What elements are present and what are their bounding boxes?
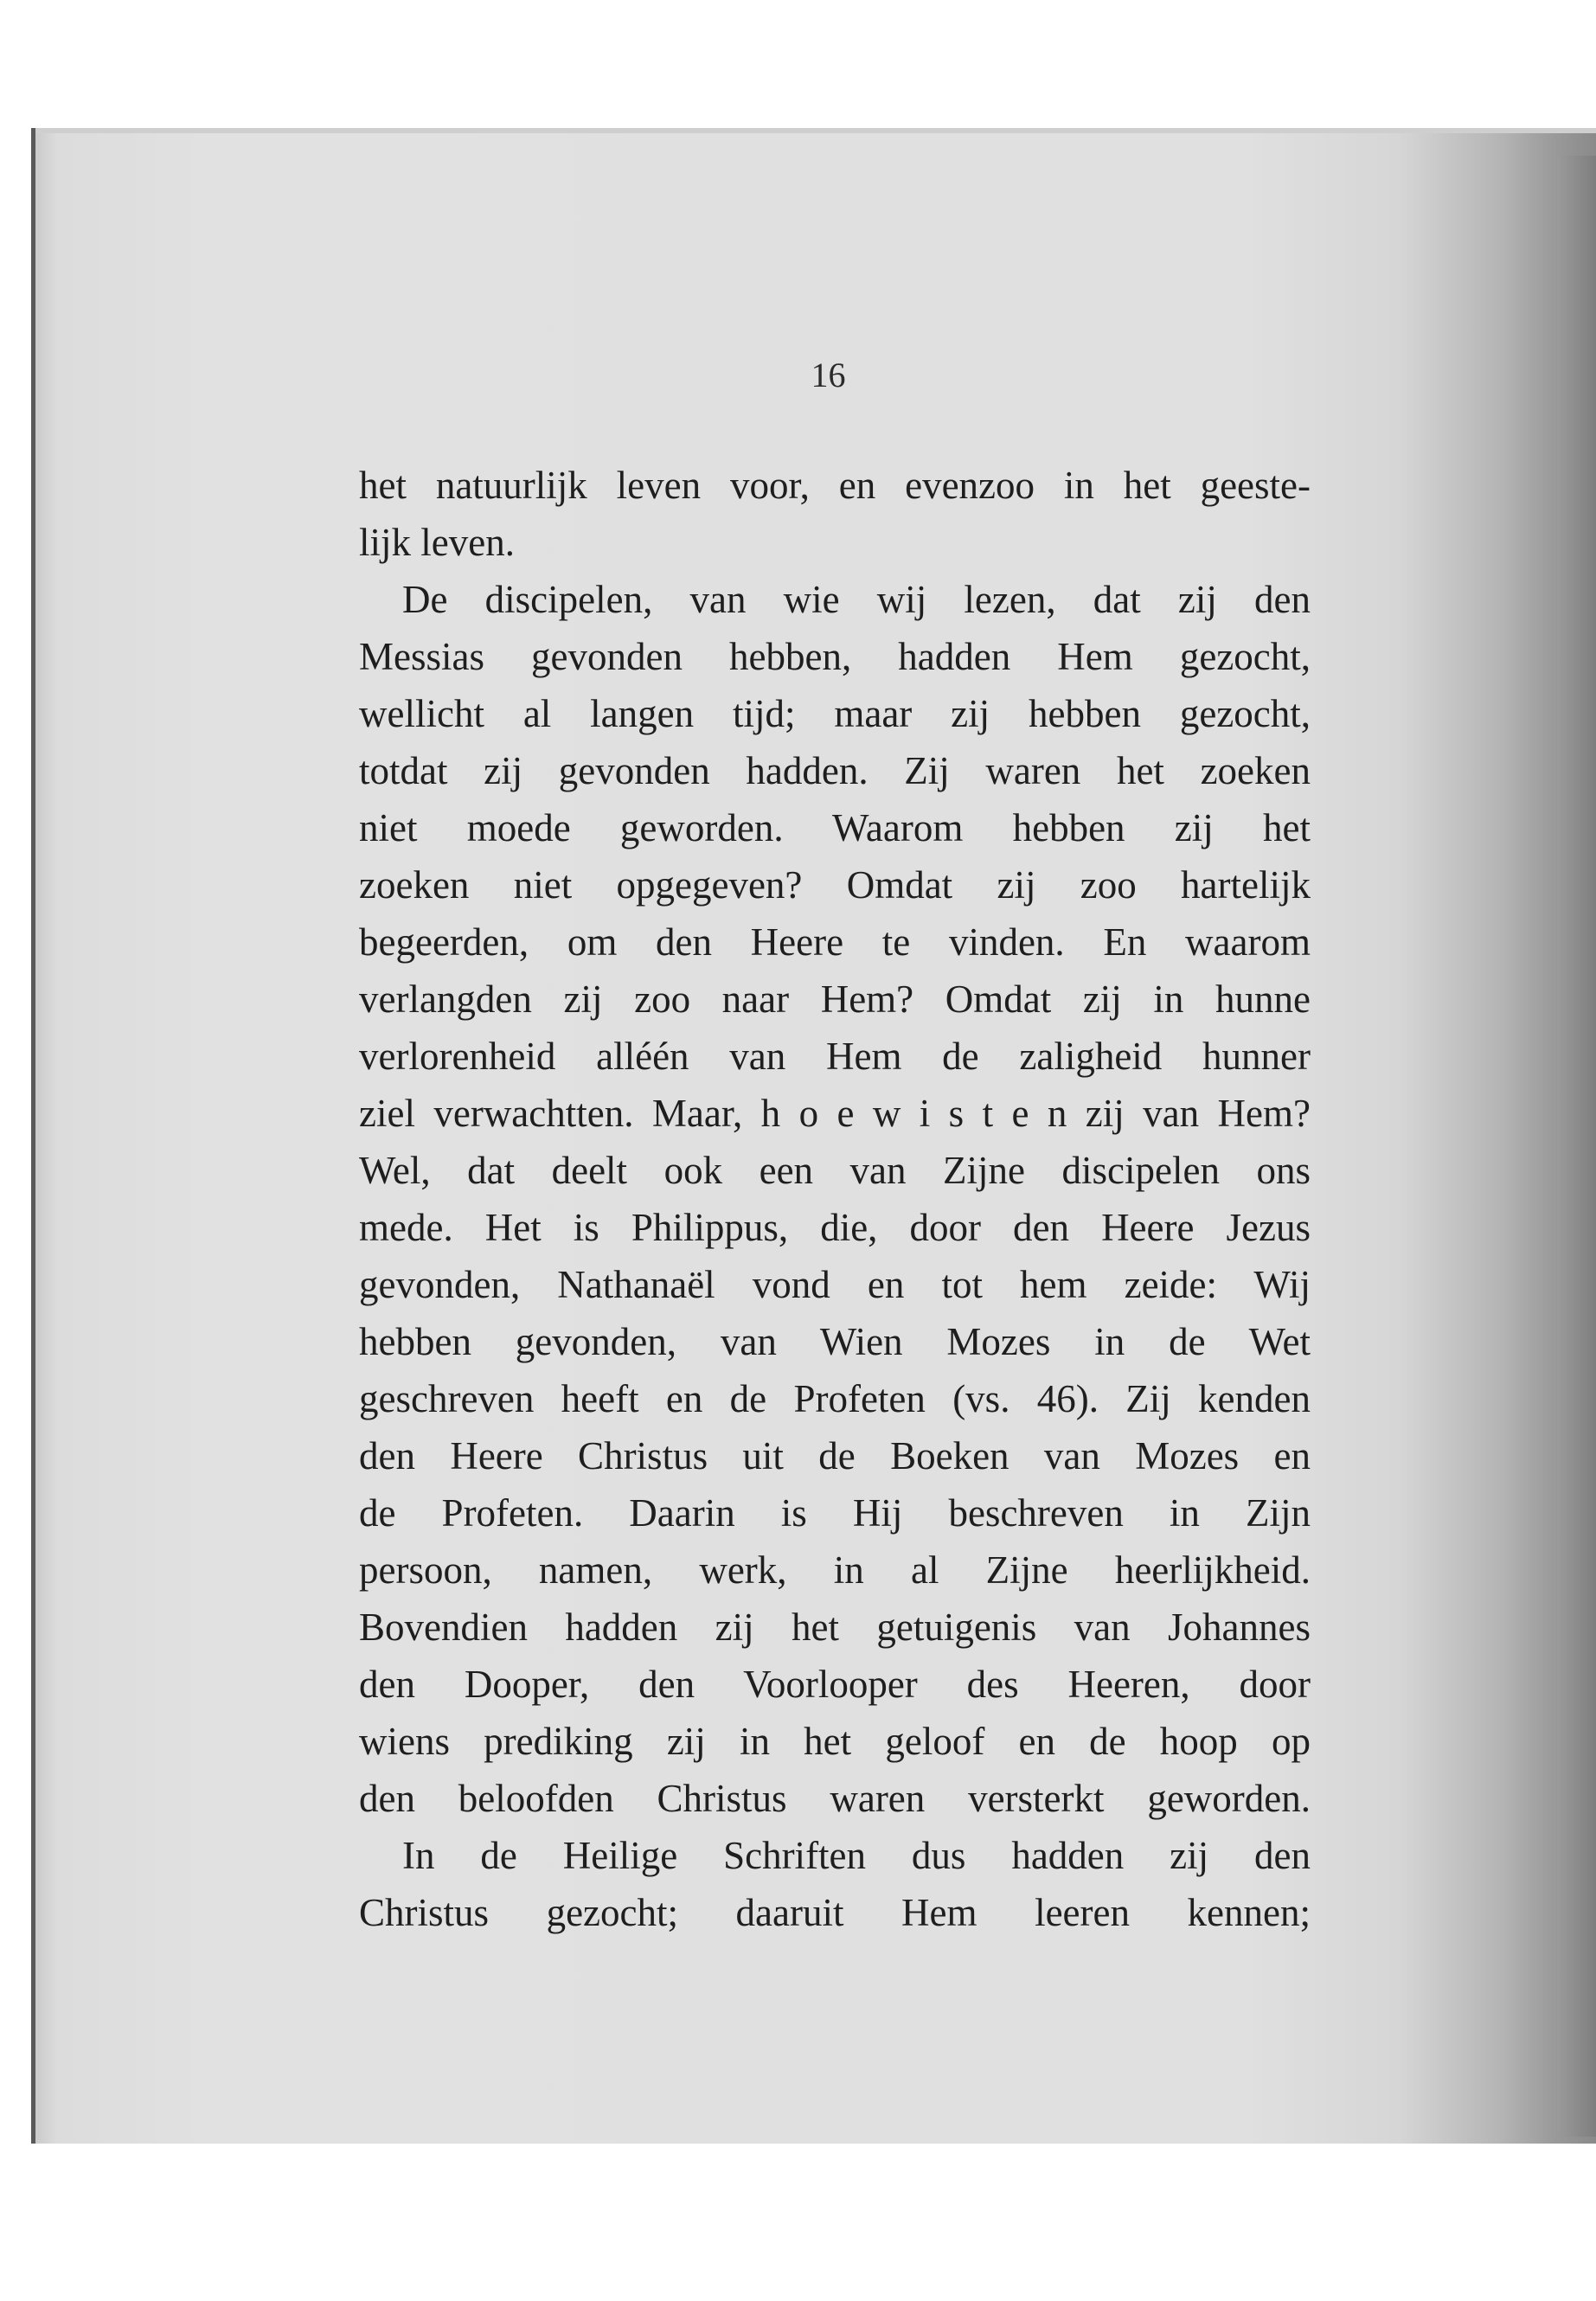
page-number: 16 — [811, 356, 846, 394]
text-line: begeerden, om den Heere te vinden. En waarom — [359, 920, 1311, 964]
text-line: In de Heilige Schriften dus hadden zij den — [402, 1834, 1311, 1877]
text-line: totdat zij gevonden hadden. Zij waren het zoeken — [359, 749, 1311, 792]
text-line: Christus gezocht; daaruit Hem leeren kennen; — [359, 1891, 1311, 1934]
text-line: verlangden zij zoo naar Hem? Omdat zij in hunne — [359, 977, 1311, 1021]
text-line: den beloofden Christus waren versterkt geworden. — [359, 1777, 1311, 1820]
scan-left-edge — [31, 128, 35, 2144]
text-line: wellicht al langen tijd; maar zij hebben gezocht, — [359, 692, 1311, 735]
text-line: De discipelen, van wie wij lezen, dat zij den — [402, 578, 1311, 621]
text-line: ziel verwachtten. Maar, h o e w i s t e n zij van Hem? — [359, 1092, 1311, 1135]
text-line: den Heere Christus uit de Boeken van Mozes en — [359, 1434, 1311, 1477]
binding-shadow — [1557, 156, 1596, 2137]
text-line: hebben gevonden, van Wien Mozes in de Wet — [359, 1320, 1311, 1363]
text-line: zoeken niet opgegeven? Omdat zij zoo hartelijk — [359, 863, 1311, 907]
text-line: Bovendien hadden zij het getuigenis van Johannes — [359, 1606, 1311, 1649]
text-line: niet moede geworden. Waarom hebben zij het — [359, 806, 1311, 849]
text-line: persoon, namen, werk, in al Zijne heerlijkheid. — [359, 1548, 1311, 1592]
text-line: geschreven heeft en de Profeten (vs. 46). Zij kenden — [359, 1377, 1311, 1420]
text-line: gevonden, Nathanaël vond en tot hem zeide: Wij — [359, 1263, 1311, 1306]
text-line: Messias gevonden hebben, hadden Hem gezocht, — [359, 635, 1311, 678]
text-line: het natuurlijk leven voor, en evenzoo in het geeste- — [359, 464, 1311, 507]
text-line: Wel, dat deelt ook een van Zijne discipelen ons — [359, 1149, 1311, 1192]
text-line: mede. Het is Philippus, die, door den Heere Jezus — [359, 1206, 1311, 1249]
text-line: lijk leven. — [359, 521, 515, 564]
scan-top-edge — [31, 128, 1596, 133]
text-line: wiens prediking zij in het geloof en de hoop op — [359, 1720, 1311, 1763]
text-line: de Profeten. Daarin is Hij beschreven in Zijn — [359, 1491, 1311, 1535]
text-line: verlorenheid alléén van Hem de zaligheid hunner — [359, 1035, 1311, 1078]
body-text — [359, 457, 1311, 1941]
text-line: den Dooper, den Voorlooper des Heeren, door — [359, 1663, 1311, 1706]
